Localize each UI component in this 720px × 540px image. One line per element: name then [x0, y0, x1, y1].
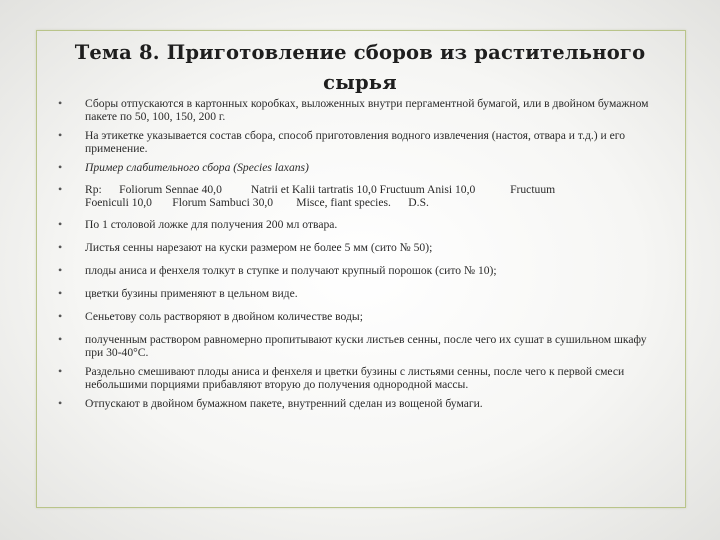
list-item-text: Отпускают в двойном бумажном пакете, внутренний сделан из вощеной бумаги.: [85, 397, 483, 410]
bullet-icon: •: [58, 96, 63, 110]
list-item: [56, 333, 666, 359]
list-item: [56, 129, 666, 155]
bullet-icon: •: [58, 364, 63, 378]
bullet-icon: •: [58, 396, 63, 410]
bullet-icon: •: [58, 217, 63, 231]
slide-title: [60, 38, 660, 98]
list-item: [56, 218, 666, 231]
list-item-text: Сеньетову соль растворяют в двойном количестве воды;: [85, 310, 363, 323]
bullet-icon: •: [58, 286, 63, 300]
list-item-text: полученным раствором равномерно пропитывают куски листьев сенны, после чего их сушат в сушильном шкафу при 30-40°С.: [85, 333, 647, 359]
list-item: [56, 264, 666, 277]
list-item-text: Сборы отпускаются в картонных коробках, выложенных внутри пергаментной бумагой, или в двойном бумажном пакете по 50, 100, 150, 200 г.: [85, 97, 649, 123]
list-item: [56, 365, 666, 391]
prescription-line-1: Rp: Foliorum Sennae 40,0 Natrii et Kalii tartratis 10,0 Fructuum Anisi 10,0 Fructuum: [85, 183, 556, 196]
bullet-icon: •: [58, 240, 63, 254]
bullet-icon: •: [58, 263, 63, 277]
bullet-icon: •: [58, 309, 63, 323]
list-item: [56, 241, 666, 254]
bullet-icon: •: [58, 332, 63, 346]
list-item: [56, 161, 666, 174]
bullet-icon: •: [58, 128, 63, 142]
title-line-2: сырья: [323, 71, 397, 94]
bullet-list: [56, 97, 666, 420]
list-item: [56, 97, 666, 123]
list-item-text: По 1 столовой ложке для получения 200 мл отвара.: [85, 218, 338, 231]
list-item: [56, 287, 666, 300]
list-item-text: Листья сенны нарезают на куски размером не более 5 мм (сито № 50);: [85, 241, 433, 254]
list-item-text: Раздельно смешивают плоды аниса и фенхеля и цветки бузины с листьями сенны, после чего к первой смеси небольшими порциями прибавляют вторую до получения однородной массы.: [85, 365, 625, 391]
list-item-text: Пример слабительного сбора (Species laxans): [85, 161, 309, 174]
list-item-text: На этикетке указывается состав сбора, способ приготовления водного извлечения (настоя, отвара и т.д.) и его применение.: [85, 129, 626, 155]
prescription-line-2: Foeniculi 10,0 Florum Sambuci 30,0 Misce, fiant species. D.S.: [85, 196, 429, 209]
list-item: [56, 183, 666, 209]
list-item-text: цветки бузины применяют в цельном виде.: [85, 287, 298, 300]
list-item: [56, 397, 666, 410]
bullet-icon: •: [58, 182, 63, 196]
list-item-text: плоды аниса и фенхеля толкут в ступке и получают крупный порошок (сито № 10);: [85, 264, 497, 277]
bullet-icon: •: [58, 160, 63, 174]
list-item: [56, 310, 666, 323]
title-line-1: Тема 8. Приготовление сборов из растительного: [74, 41, 646, 64]
